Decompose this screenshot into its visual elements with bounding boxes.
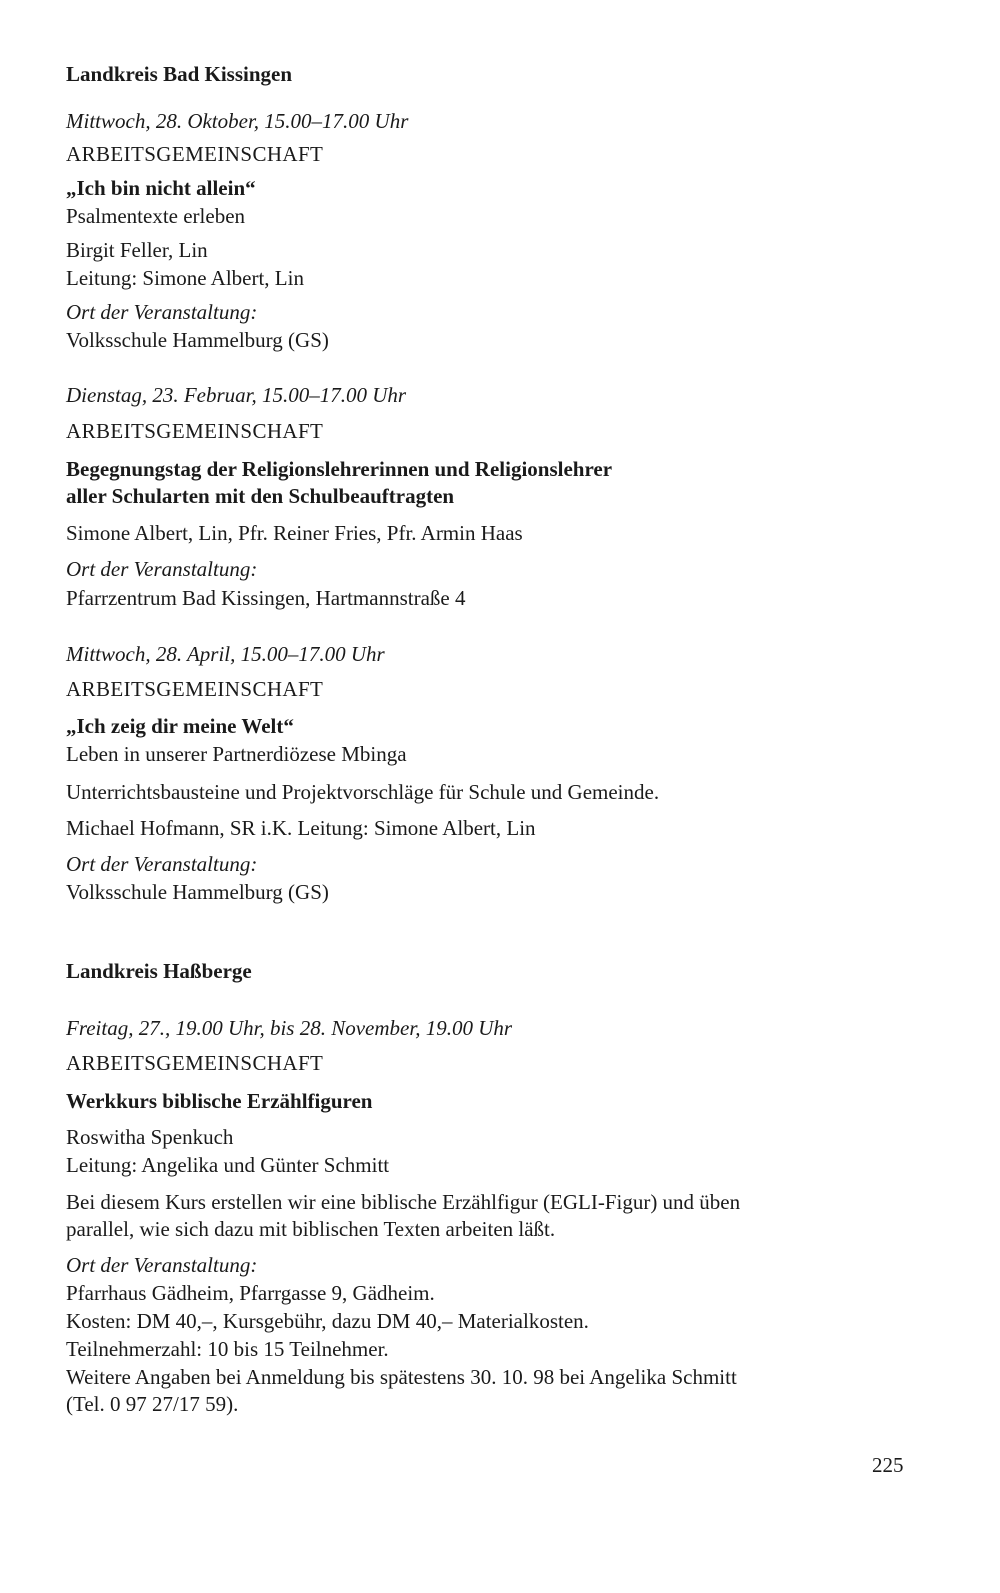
event-further-info-line1: Weitere Angaben bei Anmeldung bis spätestens 30. 10. 98 bei Angelika Schmitt [66,1365,737,1389]
event-presenter: Roswitha Spenkuch [66,1125,234,1149]
event-title: „Ich bin nicht allein“ [66,176,256,200]
event-subtitle: Psalmentexte erleben [66,204,246,228]
page-number: 225 [872,1453,904,1477]
event-date: Mittwoch, 28. April, 15.00–17.00 Uhr [66,642,385,666]
event-participants: Teilnehmerzahl: 10 bis 15 Teilnehmer. [66,1337,389,1361]
event-type: ARBEITSGEMEINSCHAFT [66,677,324,701]
event-location: Volksschule Hammelburg (GS) [66,328,329,352]
event-location-label: Ort der Veranstaltung: [66,557,258,581]
section-heading: Landkreis Bad Kissingen [66,62,293,86]
event-location: Pfarrzentrum Bad Kissingen, Hartmannstraße 4 [66,586,466,610]
event-title-line1: Begegnungstag der Religionslehrerinnen und Religionslehrer [66,457,613,481]
event-subtitle: Leben in unserer Partnerdiözese Mbinga [66,742,407,766]
event-title: „Ich zeig dir meine Welt“ [66,714,294,738]
event-location: Pfarrhaus Gädheim, Pfarrgasse 9, Gädheim. [66,1281,435,1305]
event-presenter: Birgit Feller, Lin [66,238,208,262]
event-title-line2: aller Schularten mit den Schulbeauftragten [66,484,455,508]
event-date: Dienstag, 23. Februar, 15.00–17.00 Uhr [66,383,407,407]
event-date: Mittwoch, 28. Oktober, 15.00–17.00 Uhr [66,109,409,133]
event-location: Volksschule Hammelburg (GS) [66,880,329,904]
event-description-line2: parallel, wie sich dazu mit biblischen Texten arbeiten läßt. [66,1217,556,1241]
event-type: ARBEITSGEMEINSCHAFT [66,419,324,443]
event-description-line1: Bei diesem Kurs erstellen wir eine biblische Erzählfigur (EGLI-Figur) und üben [66,1190,741,1214]
event-type: ARBEITSGEMEINSCHAFT [66,142,324,166]
event-title: Werkkurs biblische Erzählfiguren [66,1089,373,1113]
event-leitung: Leitung: Simone Albert, Lin [66,266,304,290]
event-location-label: Ort der Veranstaltung: [66,300,258,324]
event-date: Freitag, 27., 19.00 Uhr, bis 28. November, 19.00 Uhr [66,1016,513,1040]
event-further-info-line2: (Tel. 0 97 27/17 59). [66,1392,239,1416]
event-presenter: Michael Hofmann, SR i.K. Leitung: Simone Albert, Lin [66,816,536,840]
event-type: ARBEITSGEMEINSCHAFT [66,1051,324,1075]
event-location-label: Ort der Veranstaltung: [66,1253,258,1277]
event-presenter: Simone Albert, Lin, Pfr. Reiner Fries, Pfr. Armin Haas [66,521,523,545]
section-heading: Landkreis Haßberge [66,959,252,983]
event-costs: Kosten: DM 40,–, Kursgebühr, dazu DM 40,– Materialkosten. [66,1309,589,1333]
event-location-label: Ort der Veranstaltung: [66,852,258,876]
event-leitung: Leitung: Angelika und Günter Schmitt [66,1153,390,1177]
event-description: Unterrichtsbausteine und Projektvorschläge für Schule und Gemeinde. [66,780,660,804]
